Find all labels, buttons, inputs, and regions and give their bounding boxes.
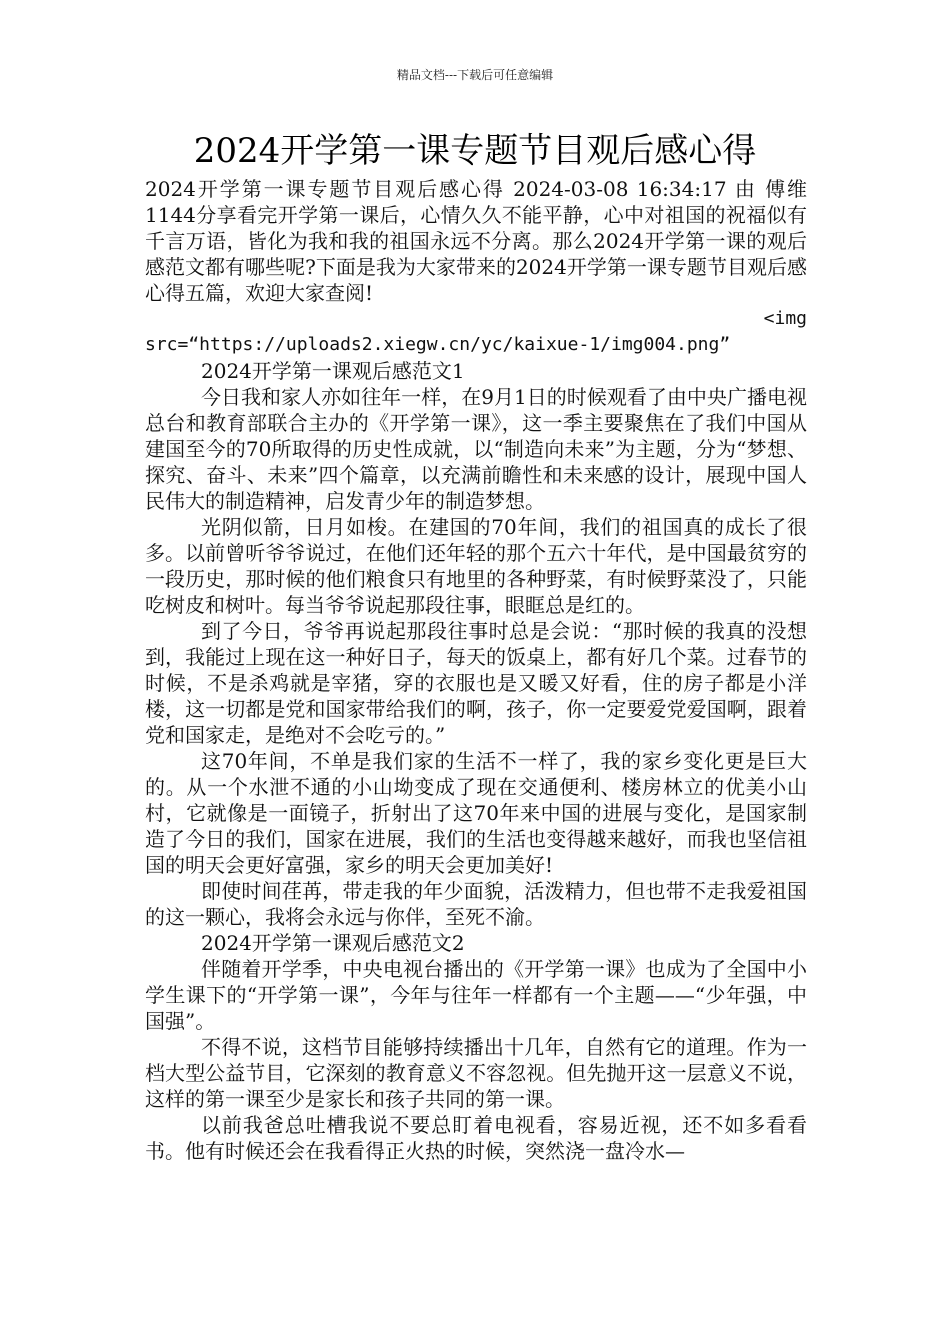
body-paragraph: 光阴似箭，日月如梭。在建国的70年间，我们的祖国真的成长了很多。以前曾听爷爷说过，在他们还年轻的那个五六十年代，是中国最贫穷的一段历史，那时候的他们粮食只有地里的各种野菜，有时候野菜没了，只能吃树皮和树叶。每当爷爷说起那段往事，眼眶总是红的。 — [145, 515, 807, 617]
document-body — [145, 176, 807, 1164]
body-paragraph: 即使时间荏苒，带走我的年少面貌，活泼精力，但也带不走我爱祖国的这一颗心，我将会永远与你伴，至死不渝。 — [145, 879, 807, 929]
body-paragraph: 今日我和家人亦如往年一样，在9月1日的时候观看了由中央广播电视总台和教育部联合主办的《开学第一课》，这一季主要聚焦在了我们中国从建国至今的70所取得的历史性成就，以“制造向未来”为主题，分为“梦想、探究、奋斗、未来”四个篇章，以充满前瞻性和未来感的设计，展现中国人民伟大的制造精神，启发青少年的制造梦想。 — [145, 385, 807, 513]
body-paragraph: 以前我爸总吐槽我说不要总盯着电视看，容易近视，还不如多看看书。他有时候还会在我看得正火热的时候，突然浇一盘冷水— — [145, 1113, 807, 1163]
body-paragraph: 这70年间，不单是我们家的生活不一样了，我的家乡变化更是巨大的。从一个水泄不通的小山坳变成了现在交通便利、楼房林立的优美小山村，它就像是一面镜子，折射出了这70年来中国的进展与变化，是国家制造了今日的我们，国家在进展，我们的生活也变得越来越好，而我也坚信祖国的明天会更好富强，家乡的明天会更加美好! — [145, 749, 807, 877]
img-src-line: src=“https://uploads2.xiegw.cn/yc/kaixue-1/img004.png” — [145, 334, 731, 355]
document-title: 2024开学第一课专题节目观后感心得 — [193, 131, 757, 171]
page-header: 精品文档---下载后可任意编辑 — [396, 68, 554, 82]
body-paragraph: 伴随着开学季，中央电视台播出的《开学第一课》也成为了全国中小学生课下的“开学第一课”，今年与往年一样都有一个主题——“少年强，中国强”。 — [145, 957, 807, 1033]
intro-paragraph: 2024开学第一课专题节目观后感心得 2024-03-08 16:34:17 由 傅维1144分享看完开学第一课后，心情久久不能平静，心中对祖国的祝福似有千言万语，皆化为我和我的祖国永远不分离。那么2024开学第一课的观后感范文都有哪些呢?下面是我为大家带来的2024开学第一课专题节目观后感心得五篇，欢迎大家查阅! — [145, 177, 807, 305]
img-tag-line: <img — [763, 308, 807, 329]
section-heading-2: 2024开学第一课观后感范文2 — [201, 931, 465, 955]
body-paragraph: 不得不说，这档节目能够持续播出十几年，自然有它的道理。作为一档大型公益节目，它深刻的教育意义不容忽视。但先抛开这一层意义不说，这样的第一课至少是家长和孩子共同的第一课。 — [145, 1035, 807, 1111]
body-paragraph: 到了今日，爷爷再说起那段往事时总是会说：“那时候的我真的没想到，我能过上现在这一种好日子，每天的饭桌上，都有好几个菜。过春节的时候，不是杀鸡就是宰猪，穿的衣服也是又暖又好看，住的房子都是小洋楼，这一切都是党和国家带给我们的啊，孩子，你一定要爱党爱国啊，跟着党和国家走，是绝对不会吃亏的。” — [145, 619, 807, 747]
section-heading-1: 2024开学第一课观后感范文1 — [201, 359, 465, 383]
